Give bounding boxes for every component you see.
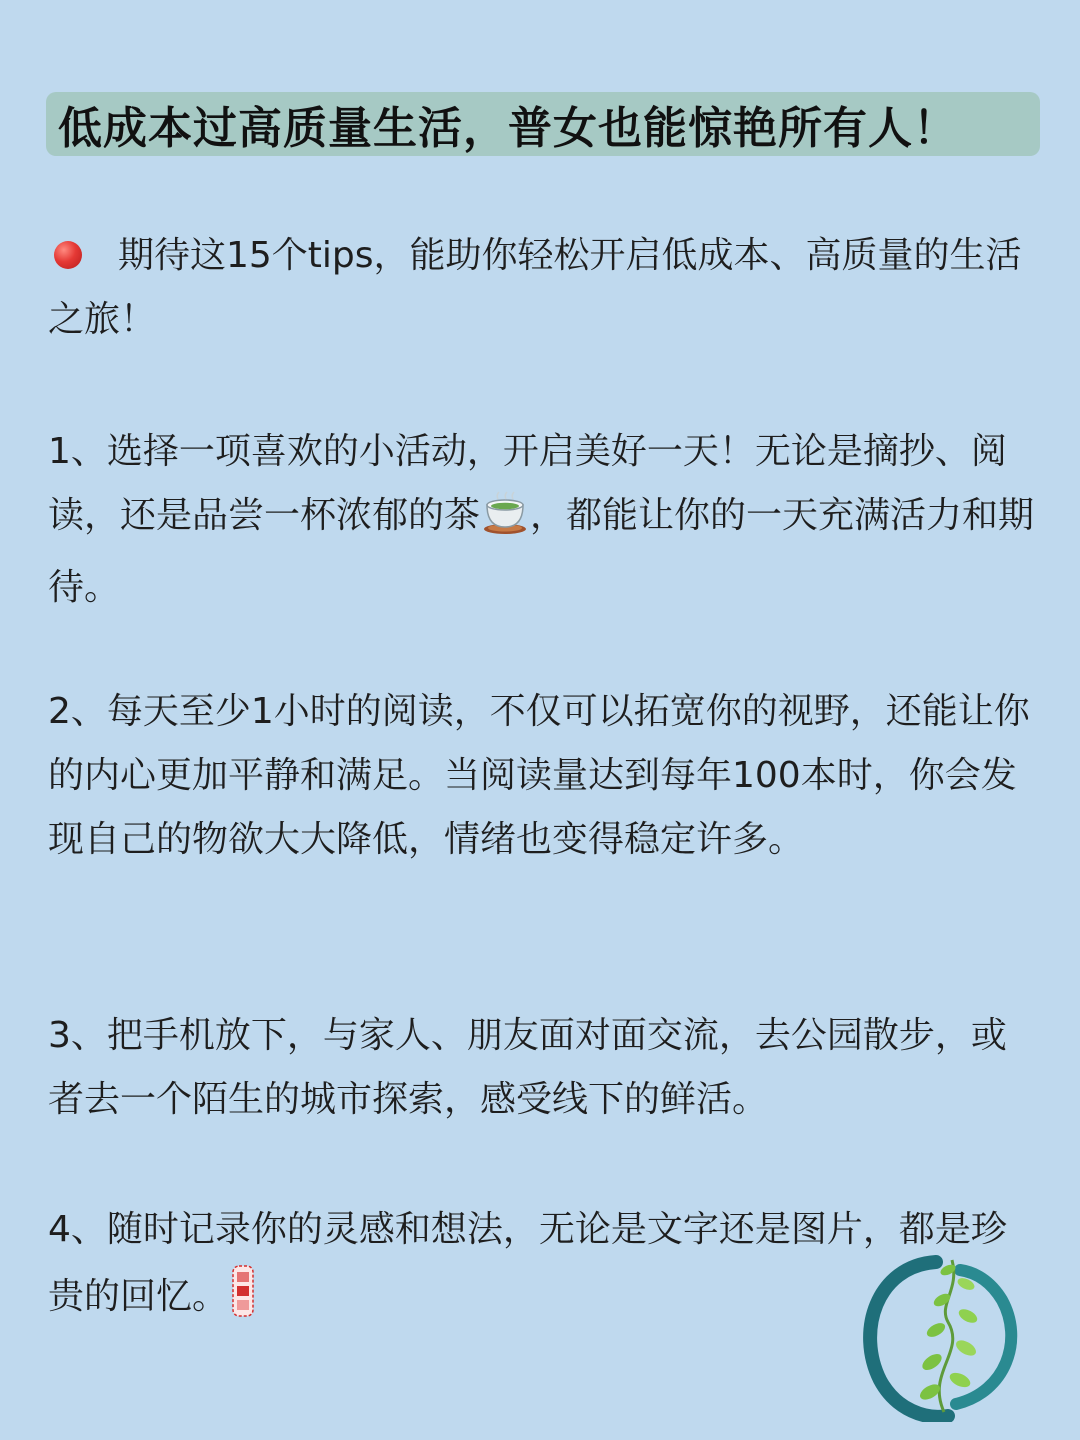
page-title: 低成本过高质量生活，普女也能惊艳所有人！ xyxy=(58,103,958,154)
tip-1-text-after: ，都能让你的一天充满活力和期待。 xyxy=(48,495,1035,608)
tip-1-text-before: 1、选择一项喜欢的小活动，开启美好一天！无论是摘抄、阅读，还是品尝一杯浓郁的茶 xyxy=(48,431,1007,536)
intro-text: 期待这15个tips，能助你轻松开启低成本、高质量的生活之旅！ xyxy=(48,235,1022,340)
leaf-vine-circle-logo xyxy=(856,1252,1026,1426)
tea-cup-icon xyxy=(482,491,528,556)
tip-4-text: 4、随时记录你的灵感和想法，无论是文字还是图片，都是珍贵的回忆。 xyxy=(48,1209,1007,1317)
red-stamp-icon xyxy=(228,1262,258,1343)
tip-1 xyxy=(48,420,1038,620)
red-circle-icon xyxy=(54,241,82,269)
tip-3: 3、把手机放下，与家人、朋友面对面交流，去公园散步，或者去一个陌生的城市探索，感受线下的鲜活。 xyxy=(48,1015,1007,1120)
intro-paragraph xyxy=(48,224,1038,352)
title-banner xyxy=(46,92,1040,156)
tip-2: 2、每天至少1小时的阅读，不仅可以拓宽你的视野，还能让你的内心更加平静和满足。当阅读量达到每年100本时，你会发现自己的物欲大大降低，情绪也变得稳定许多。 xyxy=(48,691,1030,860)
